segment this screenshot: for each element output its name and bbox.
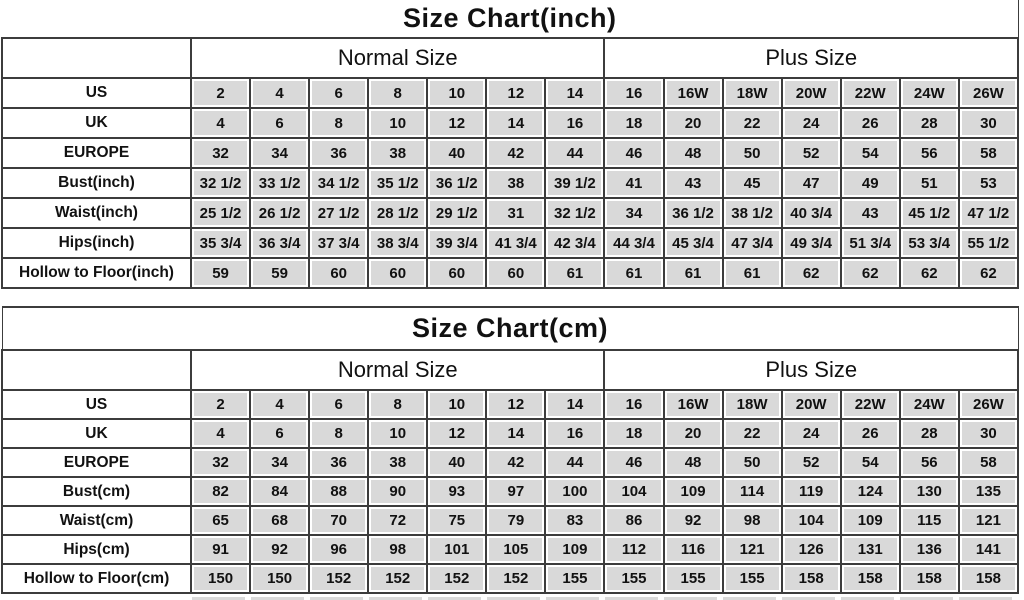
size-value-cell: 24W <box>900 78 959 108</box>
size-value-cell: 59 <box>250 258 309 288</box>
size-value-cell: 49 <box>841 168 900 198</box>
size-value-cell: 20W <box>782 78 841 108</box>
size-value-cell: 8 <box>309 419 368 448</box>
size-value-cell: 121 <box>723 535 782 564</box>
size-value-cell: 20W <box>782 390 841 419</box>
size-value-cell: 130 <box>900 477 959 506</box>
size-value-cell: 16 <box>545 419 604 448</box>
size-value-cell: 32 <box>191 448 250 477</box>
size-value-cell: 35 3/4 <box>191 228 250 258</box>
table-row <box>2 168 1018 198</box>
size-value-cell: 12 <box>427 419 486 448</box>
table-divider-gap <box>0 289 1024 306</box>
row-label: EUROPE <box>2 138 191 168</box>
table-row <box>2 138 1018 168</box>
size-value-cell: 62 <box>841 258 900 288</box>
size-value-cell: 6 <box>309 78 368 108</box>
table-title: Size Chart(cm) <box>2 307 1018 350</box>
size-value-cell: 4 <box>191 419 250 448</box>
size-value-cell: 37 3/4 <box>309 228 368 258</box>
size-value-cell: 115 <box>900 506 959 535</box>
row-label: Hollow to Floor(inch) <box>2 258 191 288</box>
size-value-cell: 152 <box>368 564 427 593</box>
size-value-cell: 155 <box>604 564 663 593</box>
size-value-cell: 42 3/4 <box>545 228 604 258</box>
size-value-cell: 79 <box>486 506 545 535</box>
size-value-cell: 39 1/2 <box>545 168 604 198</box>
size-value-cell: 109 <box>841 506 900 535</box>
size-value-cell: 29 1/2 <box>427 198 486 228</box>
size-value-cell: 43 <box>664 168 723 198</box>
size-value-cell: 28 1/2 <box>368 198 427 228</box>
size-value-cell: 121 <box>959 506 1018 535</box>
size-value-cell: 30 <box>959 108 1018 138</box>
size-value-cell: 158 <box>959 564 1018 593</box>
size-value-cell: 33 1/2 <box>250 168 309 198</box>
size-value-cell: 61 <box>723 258 782 288</box>
size-value-cell: 104 <box>604 477 663 506</box>
size-value-cell: 50 <box>723 448 782 477</box>
size-value-cell: 93 <box>427 477 486 506</box>
size-value-cell: 86 <box>604 506 663 535</box>
size-value-cell: 16W <box>664 78 723 108</box>
size-value-cell: 24W <box>900 390 959 419</box>
size-value-cell: 14 <box>545 78 604 108</box>
size-value-cell: 126 <box>782 535 841 564</box>
size-value-cell: 47 <box>782 168 841 198</box>
size-value-cell: 96 <box>309 535 368 564</box>
size-value-cell: 152 <box>427 564 486 593</box>
size-value-cell: 114 <box>723 477 782 506</box>
size-value-cell: 68 <box>250 506 309 535</box>
size-value-cell: 26 <box>841 108 900 138</box>
size-value-cell: 35 1/2 <box>368 168 427 198</box>
size-value-cell: 14 <box>486 419 545 448</box>
size-value-cell: 155 <box>723 564 782 593</box>
size-value-cell: 59 <box>191 258 250 288</box>
size-value-cell: 31 <box>486 198 545 228</box>
size-value-cell: 65 <box>191 506 250 535</box>
size-value-cell: 16 <box>604 78 663 108</box>
size-value-cell: 34 <box>604 198 663 228</box>
size-value-cell: 41 <box>604 168 663 198</box>
size-value-cell: 60 <box>427 258 486 288</box>
size-value-cell: 38 1/2 <box>723 198 782 228</box>
table-row <box>2 78 1018 108</box>
size-value-cell: 16W <box>664 390 723 419</box>
size-value-cell: 28 <box>900 108 959 138</box>
size-chart-inch-body <box>2 78 1018 288</box>
size-value-cell: 52 <box>782 448 841 477</box>
size-value-cell: 24 <box>782 419 841 448</box>
size-value-cell: 98 <box>723 506 782 535</box>
size-chart-inch-table <box>1 0 1019 289</box>
size-value-cell: 56 <box>900 138 959 168</box>
size-value-cell: 48 <box>664 138 723 168</box>
size-value-cell: 116 <box>664 535 723 564</box>
size-value-cell: 41 3/4 <box>486 228 545 258</box>
size-value-cell: 34 1/2 <box>309 168 368 198</box>
size-value-cell: 6 <box>309 390 368 419</box>
table-row <box>2 108 1018 138</box>
size-value-cell: 20 <box>664 108 723 138</box>
size-value-cell: 22 <box>723 108 782 138</box>
size-value-cell: 26W <box>959 78 1018 108</box>
size-value-cell: 48 <box>664 448 723 477</box>
size-value-cell: 53 3/4 <box>900 228 959 258</box>
size-value-cell: 22 <box>723 419 782 448</box>
table-row <box>2 228 1018 258</box>
size-value-cell: 22W <box>841 390 900 419</box>
size-value-cell: 62 <box>959 258 1018 288</box>
row-label: US <box>2 78 191 108</box>
size-value-cell: 58 <box>959 448 1018 477</box>
size-value-cell: 38 <box>486 168 545 198</box>
size-value-cell: 46 <box>604 448 663 477</box>
size-value-cell: 52 <box>782 138 841 168</box>
size-value-cell: 60 <box>368 258 427 288</box>
size-value-cell: 10 <box>427 390 486 419</box>
size-value-cell: 97 <box>486 477 545 506</box>
size-value-cell: 100 <box>545 477 604 506</box>
size-chart-cm-body <box>2 390 1018 593</box>
size-value-cell: 98 <box>368 535 427 564</box>
group-header-normal-size: Normal Size <box>191 38 604 78</box>
size-value-cell: 158 <box>900 564 959 593</box>
row-label: UK <box>2 108 191 138</box>
size-value-cell: 75 <box>427 506 486 535</box>
size-value-cell: 44 <box>545 138 604 168</box>
size-value-cell: 135 <box>959 477 1018 506</box>
size-value-cell: 60 <box>486 258 545 288</box>
table-row <box>2 258 1018 288</box>
size-value-cell: 42 <box>486 448 545 477</box>
table-row <box>2 477 1018 506</box>
size-value-cell: 32 <box>191 138 250 168</box>
size-value-cell: 58 <box>959 138 1018 168</box>
size-value-cell: 18 <box>604 419 663 448</box>
size-value-cell: 62 <box>782 258 841 288</box>
size-value-cell: 26 <box>841 419 900 448</box>
size-value-cell: 2 <box>191 78 250 108</box>
size-value-cell: 141 <box>959 535 1018 564</box>
row-label: Bust(inch) <box>2 168 191 198</box>
table-row <box>2 448 1018 477</box>
size-value-cell: 6 <box>250 419 309 448</box>
size-value-cell: 39 3/4 <box>427 228 486 258</box>
size-value-cell: 12 <box>486 390 545 419</box>
size-value-cell: 46 <box>604 138 663 168</box>
size-value-cell: 44 <box>545 448 604 477</box>
size-value-cell: 26W <box>959 390 1018 419</box>
size-value-cell: 8 <box>309 108 368 138</box>
size-value-cell: 14 <box>486 108 545 138</box>
table-row <box>2 419 1018 448</box>
size-value-cell: 6 <box>250 108 309 138</box>
size-value-cell: 36 1/2 <box>427 168 486 198</box>
size-value-cell: 8 <box>368 78 427 108</box>
table-row <box>2 506 1018 535</box>
size-value-cell: 61 <box>664 258 723 288</box>
size-value-cell: 61 <box>545 258 604 288</box>
size-value-cell: 30 <box>959 419 1018 448</box>
size-value-cell: 152 <box>309 564 368 593</box>
row-label: Waist(inch) <box>2 198 191 228</box>
size-value-cell: 91 <box>191 535 250 564</box>
size-value-cell: 150 <box>250 564 309 593</box>
size-value-cell: 43 <box>841 198 900 228</box>
size-value-cell: 47 1/2 <box>959 198 1018 228</box>
size-group-header-row <box>2 38 1018 78</box>
size-value-cell: 92 <box>250 535 309 564</box>
table-title-row <box>2 307 1018 350</box>
size-value-cell: 40 3/4 <box>782 198 841 228</box>
table-row <box>2 535 1018 564</box>
row-label: Waist(cm) <box>2 506 191 535</box>
size-value-cell: 61 <box>604 258 663 288</box>
size-value-cell: 82 <box>191 477 250 506</box>
size-value-cell: 22W <box>841 78 900 108</box>
group-header-plus-size: Plus Size <box>604 38 1018 78</box>
size-value-cell: 155 <box>664 564 723 593</box>
size-value-cell: 90 <box>368 477 427 506</box>
size-value-cell: 36 <box>309 138 368 168</box>
size-value-cell: 32 1/2 <box>191 168 250 198</box>
size-value-cell: 45 1/2 <box>900 198 959 228</box>
corner-cell <box>2 38 191 78</box>
size-value-cell: 112 <box>604 535 663 564</box>
table-row <box>2 390 1018 419</box>
size-value-cell: 62 <box>900 258 959 288</box>
row-label: EUROPE <box>2 448 191 477</box>
size-value-cell: 45 3/4 <box>664 228 723 258</box>
table-title-row <box>2 0 1018 38</box>
size-value-cell: 109 <box>664 477 723 506</box>
size-value-cell: 18W <box>723 78 782 108</box>
size-value-cell: 44 3/4 <box>604 228 663 258</box>
size-value-cell: 25 1/2 <box>191 198 250 228</box>
size-value-cell: 42 <box>486 138 545 168</box>
table-title: Size Chart(inch) <box>2 0 1018 38</box>
size-value-cell: 105 <box>486 535 545 564</box>
size-value-cell: 53 <box>959 168 1018 198</box>
size-value-cell: 12 <box>427 108 486 138</box>
row-label: Hips(inch) <box>2 228 191 258</box>
size-value-cell: 119 <box>782 477 841 506</box>
size-value-cell: 150 <box>191 564 250 593</box>
size-value-cell: 14 <box>545 390 604 419</box>
table-row <box>2 198 1018 228</box>
size-value-cell: 70 <box>309 506 368 535</box>
size-value-cell: 51 3/4 <box>841 228 900 258</box>
size-value-cell: 28 <box>900 419 959 448</box>
size-value-cell: 10 <box>368 108 427 138</box>
size-value-cell: 84 <box>250 477 309 506</box>
size-group-header-row <box>2 350 1018 390</box>
size-value-cell: 16 <box>604 390 663 419</box>
corner-cell <box>2 350 191 390</box>
size-value-cell: 88 <box>309 477 368 506</box>
size-value-cell: 72 <box>368 506 427 535</box>
group-header-normal-size: Normal Size <box>191 350 604 390</box>
size-value-cell: 4 <box>191 108 250 138</box>
size-value-cell: 36 <box>309 448 368 477</box>
size-chart-cm-table <box>1 306 1019 594</box>
size-value-cell: 38 <box>368 138 427 168</box>
size-value-cell: 38 <box>368 448 427 477</box>
size-value-cell: 158 <box>782 564 841 593</box>
size-value-cell: 36 3/4 <box>250 228 309 258</box>
size-value-cell: 18 <box>604 108 663 138</box>
size-value-cell: 34 <box>250 448 309 477</box>
size-value-cell: 49 3/4 <box>782 228 841 258</box>
size-value-cell: 24 <box>782 108 841 138</box>
row-label: Hollow to Floor(cm) <box>2 564 191 593</box>
size-value-cell: 155 <box>545 564 604 593</box>
size-value-cell: 152 <box>486 564 545 593</box>
size-value-cell: 136 <box>900 535 959 564</box>
group-header-plus-size: Plus Size <box>604 350 1018 390</box>
size-value-cell: 50 <box>723 138 782 168</box>
size-value-cell: 104 <box>782 506 841 535</box>
size-value-cell: 51 <box>900 168 959 198</box>
size-value-cell: 36 1/2 <box>664 198 723 228</box>
size-value-cell: 40 <box>427 448 486 477</box>
size-value-cell: 45 <box>723 168 782 198</box>
size-value-cell: 55 1/2 <box>959 228 1018 258</box>
size-value-cell: 101 <box>427 535 486 564</box>
size-value-cell: 83 <box>545 506 604 535</box>
size-value-cell: 34 <box>250 138 309 168</box>
size-value-cell: 4 <box>250 78 309 108</box>
size-value-cell: 10 <box>368 419 427 448</box>
size-value-cell: 47 3/4 <box>723 228 782 258</box>
size-value-cell: 131 <box>841 535 900 564</box>
row-label: UK <box>2 419 191 448</box>
size-value-cell: 10 <box>427 78 486 108</box>
size-value-cell: 92 <box>664 506 723 535</box>
size-value-cell: 32 1/2 <box>545 198 604 228</box>
size-value-cell: 8 <box>368 390 427 419</box>
size-value-cell: 109 <box>545 535 604 564</box>
row-label: US <box>2 390 191 419</box>
size-value-cell: 18W <box>723 390 782 419</box>
table-row <box>2 564 1018 593</box>
size-value-cell: 60 <box>309 258 368 288</box>
size-value-cell: 56 <box>900 448 959 477</box>
size-value-cell: 26 1/2 <box>250 198 309 228</box>
size-value-cell: 54 <box>841 448 900 477</box>
size-value-cell: 20 <box>664 419 723 448</box>
row-label: Bust(cm) <box>2 477 191 506</box>
size-value-cell: 16 <box>545 108 604 138</box>
size-value-cell: 2 <box>191 390 250 419</box>
size-value-cell: 27 1/2 <box>309 198 368 228</box>
size-value-cell: 40 <box>427 138 486 168</box>
size-value-cell: 4 <box>250 390 309 419</box>
size-value-cell: 54 <box>841 138 900 168</box>
size-value-cell: 158 <box>841 564 900 593</box>
row-label: Hips(cm) <box>2 535 191 564</box>
size-value-cell: 12 <box>486 78 545 108</box>
size-value-cell: 124 <box>841 477 900 506</box>
size-value-cell: 38 3/4 <box>368 228 427 258</box>
